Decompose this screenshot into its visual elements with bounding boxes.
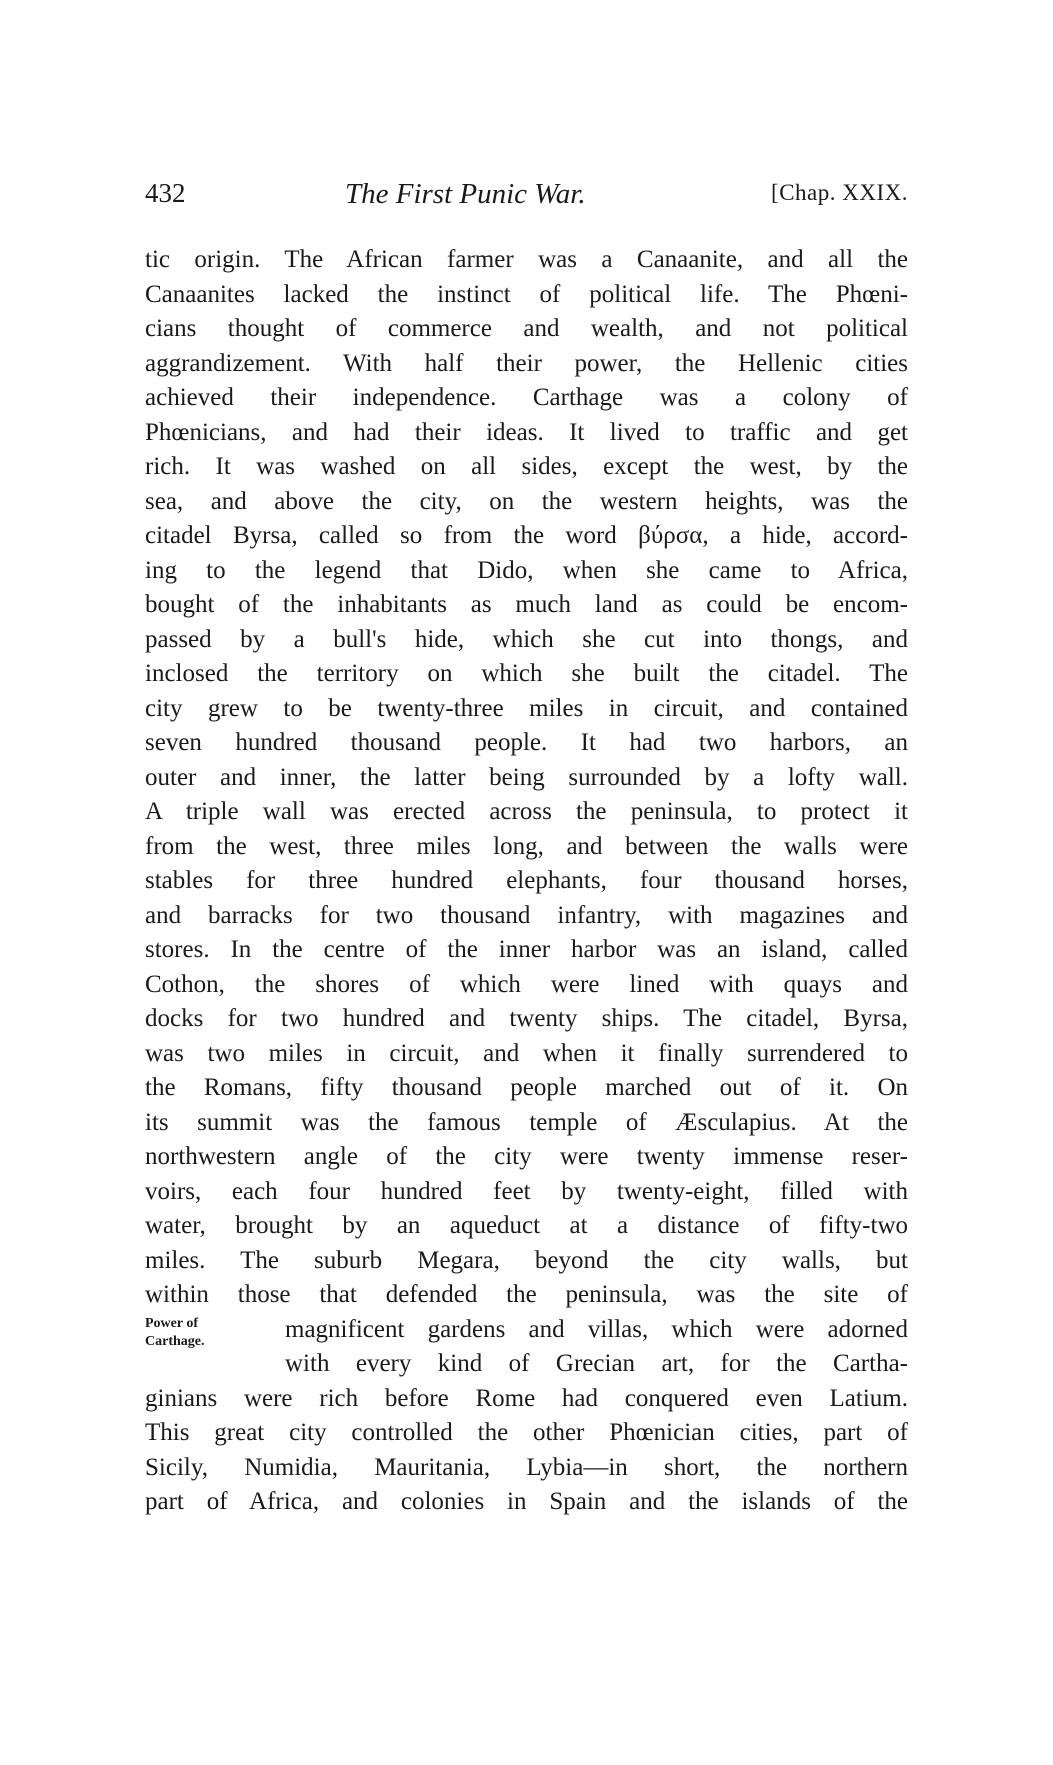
text-line: voirs, each four hundred feet by twenty-eight, filled with: [145, 1177, 908, 1205]
running-title: The First Punic War.: [345, 178, 586, 210]
text-line: citadel Byrsa, called so from the word βύρσα, a hide, accord-: [145, 522, 908, 549]
text-line: tic origin. The African farmer was a Canaanite, and all the: [145, 246, 908, 273]
text-line: seven hundred thousand people. It had two harbors, an: [145, 729, 908, 756]
text-line: miles. The suburb Megara, beyond the city walls, but: [145, 1246, 908, 1274]
text-line: within those that defended the peninsula, was the site of: [145, 1281, 908, 1308]
text-line: aggrandizement. With half their power, the Hellenic cities: [145, 349, 908, 377]
text-line: passed by a bull's hide, which she cut into thongs, and: [145, 625, 908, 653]
text-line: Canaanites lacked the instinct of political life. The Phœni-: [145, 280, 908, 308]
text-line: magnificent gardens and villas, which were adorned: [285, 1315, 908, 1343]
text-line: with every kind of Grecian art, for the Cartha-: [285, 1350, 908, 1377]
text-line: stables for three hundred elephants, four thousand horses,: [145, 867, 908, 894]
text-line: inclosed the territory on which she built the citadel. The: [145, 660, 908, 687]
page-number: 432: [145, 178, 186, 208]
text-line: rich. It was washed on all sides, except the west, by the: [145, 453, 908, 480]
text-line: Phœnicians, and had their ideas. It lived to traffic and get: [145, 418, 908, 446]
text-line: Sicily, Numidia, Mauritania, Lybia—in short, the northern: [145, 1453, 908, 1481]
text-line: ginians were rich before Rome had conquered even Latium.: [145, 1384, 908, 1412]
text-line: sea, and above the city, on the western heights, was the: [145, 487, 908, 515]
text-line: outer and inner, the latter being surrounded by a lofty wall.: [145, 763, 908, 791]
text-line: was two miles in circuit, and when it finally surrendered to: [145, 1039, 908, 1067]
body-text: [145, 243, 908, 1520]
text-line: from the west, three miles long, and between the walls were: [145, 832, 908, 860]
margin-note-line: Carthage.: [145, 1334, 205, 1349]
text-line: city grew to be twenty-three miles in circuit, and contained: [145, 694, 908, 722]
margin-note-line: Power of: [145, 1316, 198, 1331]
text-line: water, brought by an aqueduct at a distance of fifty-two: [145, 1212, 908, 1239]
text-line: docks for two hundred and twenty ships. The citadel, Byrsa,: [145, 1005, 908, 1032]
text-line: part of Africa, and colonies in Spain and the islands of the: [145, 1488, 908, 1515]
text-line: northwestern angle of the city were twenty immense reser-: [145, 1143, 908, 1170]
text-line: and barracks for two thousand infantry, with magazines and: [145, 901, 908, 929]
text-line: achieved their independence. Carthage was a colony of: [145, 384, 908, 411]
text-line: the Romans, fifty thousand people marched out of it. On: [145, 1074, 908, 1101]
text-line: ing to the legend that Dido, when she came to Africa,: [145, 556, 908, 584]
text-line: cians thought of commerce and wealth, and not political: [145, 315, 908, 342]
running-head: [145, 178, 908, 218]
text-line: A triple wall was erected across the peninsula, to protect it: [145, 798, 908, 825]
chapter-label: [Chap. XXIX.: [771, 180, 908, 205]
text-line: This great city controlled the other Phœnician cities, part of: [145, 1419, 908, 1446]
margin-note: [145, 1315, 245, 1351]
text-line: stores. In the centre of the inner harbor was an island, called: [145, 936, 908, 963]
text-line: Cothon, the shores of which were lined with quays and: [145, 970, 908, 998]
text-line: its summit was the famous temple of Æsculapius. At the: [145, 1108, 908, 1136]
text-line: bought of the inhabitants as much land as could be encom-: [145, 591, 908, 618]
